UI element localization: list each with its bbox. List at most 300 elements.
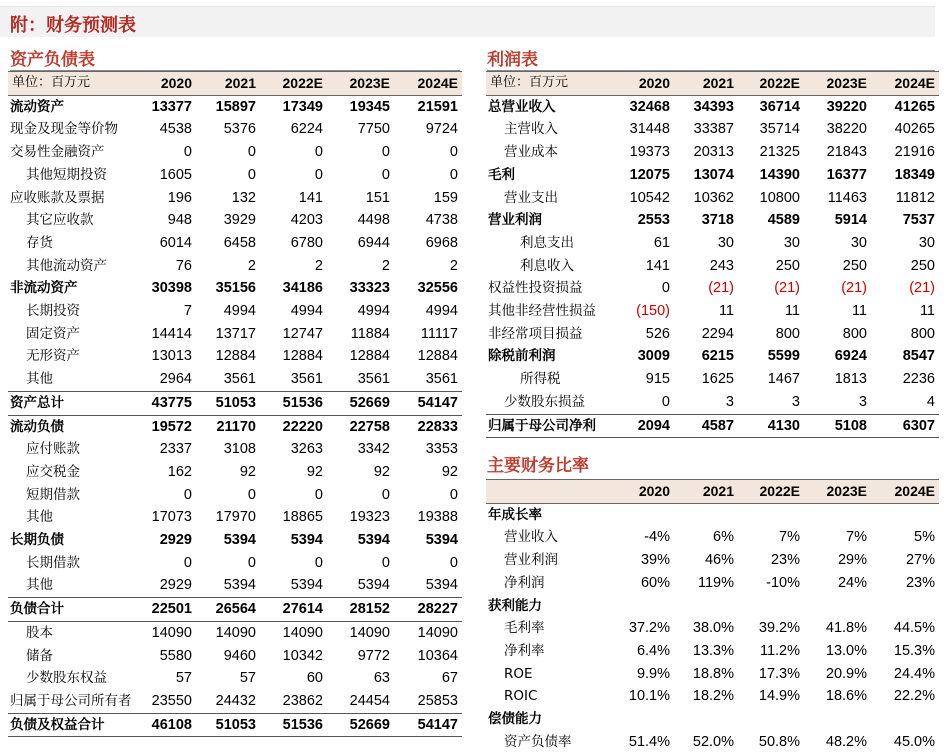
table-row [8,209,462,232]
cell-value: 28227 [394,598,462,622]
cell-value: 3009 [637,348,670,365]
cell-value: 24.4% [893,665,935,682]
table-row [8,255,462,278]
cell-value: 3342 [357,441,390,458]
year-header: 2021 [196,72,260,96]
row-label: 归属于母公司净利 [486,414,612,438]
cell-value: 1625 [701,371,734,388]
table-row [486,503,939,526]
year-header: 2024E [394,72,462,96]
cell-value: 11 [851,303,867,320]
cell-value: 13377 [151,98,192,115]
balance-sheet-table [8,71,462,737]
cell-value: 51053 [196,391,260,415]
cell-value: 54147 [394,713,462,737]
table-row [8,300,462,323]
cell-value: 35156 [215,280,256,297]
table-row [8,95,462,118]
cell-value: 18.6% [825,688,867,705]
table-row [486,323,939,346]
cell-value: 5108 [804,414,871,438]
cell-value: 30398 [151,280,192,297]
row-label: 净利润 [504,574,545,591]
cell-value: 92 [441,463,458,480]
cell-value: 5394 [327,574,394,597]
cell-value: 10362 [693,189,734,206]
cell-value: 41.8% [825,620,867,637]
cell-value: 12884 [349,348,390,365]
year-header: 2022E [738,480,804,504]
cell-value: (21) [774,280,800,297]
cell-value: 12884 [282,348,323,365]
cell-value [871,595,939,618]
cell-value: 0 [449,144,458,161]
cell-value: 39220 [826,98,867,115]
cell-value: 3718 [701,212,734,229]
cell-value: 17970 [215,509,256,526]
row-label: 年成长率 [488,506,542,523]
year-header: 2023E [327,72,394,96]
row-label: 净利率 [504,642,545,659]
table-row [8,713,462,737]
table-row [486,209,939,232]
cell-value: 30 [717,234,734,251]
cell-value: 13.3% [692,642,734,659]
cell-value: 61 [653,234,670,251]
cell-value: 5914 [834,212,867,229]
table-row [486,595,939,618]
cell-value: 18349 [894,166,935,183]
row-label: 营业利润 [488,212,542,229]
cell-value: 159 [433,189,458,206]
cell-value: 22501 [134,598,196,622]
table-row [486,526,939,549]
cell-value: 3561 [327,368,394,391]
table-row [8,391,462,415]
cell-value: 0 [314,554,323,571]
row-label: 利息收入 [520,257,574,274]
cell-value: 5394 [223,532,256,549]
cell-value: 5394 [260,574,327,597]
table-row [486,95,939,118]
row-label: 资产总计 [8,391,134,415]
cell-value: 44.5% [893,620,935,637]
cell-value: 13013 [151,348,192,365]
table-row [486,255,939,278]
cell-value: 4738 [425,212,458,229]
ratios-table [486,479,939,753]
cell-value: 23862 [260,690,327,713]
cell-value: 7% [846,529,867,546]
table-row [8,438,462,461]
cell-value: 2 [381,257,390,274]
row-label: 存货 [26,234,53,251]
cell-value [871,503,939,526]
cell-value [674,708,738,731]
cell-value: 9.9% [636,665,670,682]
row-label: 归属于母公司所有者 [8,690,134,713]
cell-value: 6% [713,529,734,546]
income-statement-title-text: 利润表 [487,50,538,70]
row-label: 储备 [26,647,53,664]
cell-value: 21591 [417,98,458,115]
cell-value: 27% [905,552,935,569]
cell-value: 9724 [425,121,458,138]
cell-value: 4587 [674,414,738,438]
cell-value: 0 [247,144,256,161]
row-label: 短期借款 [26,486,80,503]
table-row [8,484,462,507]
cell-value: 3108 [223,441,256,458]
table-row [8,574,462,597]
cell-value: 0 [612,391,674,414]
income-statement-title [487,50,935,71]
cell-value: 8547 [902,348,935,365]
table-row [486,572,939,595]
cell-value: 26564 [196,598,260,622]
cell-value: 6944 [357,234,390,251]
table-row [8,277,462,300]
year-header: 2020 [612,480,674,504]
cell-value: 3561 [394,368,462,391]
cell-value [738,708,804,731]
year-header: 2020 [612,72,674,96]
cell-value: 22758 [349,418,390,435]
cell-value: 51536 [260,391,327,415]
cell-value: 9772 [357,647,390,664]
cell-value: 11884 [350,325,390,342]
row-label: 流动资产 [10,98,64,115]
year-header: 2023E [804,72,871,96]
cell-value: 92 [306,463,323,480]
cell-value: 7537 [902,212,935,229]
year-header: 2023E [804,480,871,504]
cell-value: 39.2% [758,620,800,637]
table-row [8,345,462,368]
cell-value: 30 [918,234,935,251]
cell-value: 3929 [223,212,256,229]
cell-value: 14414 [151,325,192,342]
cell-value: 2 [314,257,323,274]
cell-value: 14090 [349,624,390,641]
row-label: 主营收入 [504,121,558,138]
cell-value: 25853 [394,690,462,713]
cell-value: 0 [381,486,390,503]
cell-value: 2553 [637,212,670,229]
cell-value: 24432 [196,690,260,713]
cell-value: 800 [775,325,800,342]
cell-value: 18865 [282,509,323,526]
cell-value: 4994 [290,303,323,320]
cell-value: 31448 [629,121,670,138]
cell-value: 10800 [759,189,800,206]
cell-value: 141 [645,257,670,274]
row-label: 所得税 [520,371,561,388]
cell-value: 17073 [151,509,192,526]
cell-value: 250 [775,257,800,274]
cell-value: 51536 [260,713,327,737]
cell-value: -10% [766,574,800,591]
cell-value: 36714 [759,98,800,115]
cell-value: 6224 [290,121,323,138]
cell-value: 141 [298,189,323,206]
row-label: 负债及权益合计 [8,713,134,737]
table-row [486,232,939,255]
income-statement-table [486,71,939,438]
cell-value: 11812 [895,189,935,206]
table-row [486,708,939,731]
cell-value [612,708,674,731]
cell-value: 12747 [282,325,323,342]
row-label: 长期负债 [10,532,64,549]
table-row [486,345,939,368]
table-row [8,323,462,346]
cell-value: 4498 [357,212,390,229]
row-label: 少数股东损益 [486,391,612,414]
cell-value: 5394 [290,532,323,549]
cell-value: 0 [381,554,390,571]
cell-value: 11 [784,303,800,320]
row-label: 利息支出 [520,234,574,251]
cell-value: 20.9% [825,665,867,682]
cell-value [804,503,871,526]
table-row [486,118,939,141]
table-row [486,731,939,753]
cell-value: 6.4% [636,642,670,659]
table-row [486,617,939,640]
cell-value: 76 [175,257,192,274]
cell-value: 38.0% [692,620,734,637]
cell-value: 11117 [420,325,458,342]
cell-value: 18.2% [692,688,734,705]
table-row [486,368,939,391]
cell-value: 0 [314,166,323,183]
row-label: ROE [504,665,533,682]
row-label: 现金及现金等价物 [10,121,118,138]
row-label: 其他流动资产 [26,257,107,274]
table-row [486,685,939,708]
cell-value: 12075 [629,166,670,183]
cell-value: 14090 [282,624,323,641]
row-label: 其它应收款 [26,212,94,229]
cell-value: 2094 [612,414,674,438]
cell-value: 0 [247,554,256,571]
cell-value: 43775 [134,391,196,415]
cell-value: 32468 [629,98,670,115]
cell-value: 24% [837,574,867,591]
cell-value [674,595,738,618]
cell-value: 21843 [826,144,867,161]
cell-value: 13074 [693,166,734,183]
cell-value: 19323 [349,509,390,526]
table-row [8,118,462,141]
cell-value: 23550 [134,690,196,713]
balance-sheet-title-text: 资产负债表 [10,50,95,70]
table-row [8,552,462,575]
unit-label: 单位：百万元 [486,72,612,96]
cell-value: 948 [167,212,192,229]
cell-value: 2337 [159,441,192,458]
table-row [8,506,462,529]
cell-value: 11.2% [759,642,800,659]
row-label: 长期投资 [26,303,80,320]
table-row [8,141,462,164]
cell-value: 34393 [693,98,734,115]
cell-value: 4994 [223,303,256,320]
cell-value: 0 [247,486,256,503]
cell-value: 0 [314,144,323,161]
cell-value: 14090 [151,624,192,641]
cell-value: 20313 [693,144,734,161]
table-row [486,549,939,572]
cell-value: 6780 [290,234,323,251]
row-label: 流动负债 [10,418,64,435]
cell-value: 11463 [827,189,867,206]
cell-value: 0 [449,554,458,571]
cell-value: 14090 [417,624,458,641]
row-label: 营业成本 [504,144,558,161]
cell-value: 46108 [134,713,196,737]
cell-value: 92 [373,463,390,480]
cell-value: 39% [640,552,670,569]
cell-value: 3561 [260,368,327,391]
table-row [8,187,462,210]
table-row [486,663,939,686]
cell-value: 21916 [894,144,935,161]
cell-value [738,595,804,618]
cell-value: 0 [183,486,192,503]
cell-value: 7 [183,303,192,320]
cell-value: 0 [247,166,256,183]
cell-value: 67 [441,670,458,687]
cell-value: 1467 [767,371,800,388]
row-label: 无形资产 [26,348,80,365]
row-label: 交易性金融资产 [10,144,105,161]
row-label: 偿债能力 [488,711,542,728]
cell-value: 6968 [425,234,458,251]
cell-value: 4589 [767,212,800,229]
cell-value: 119% [697,574,734,591]
table-row [8,667,462,690]
cell-value: 526 [645,325,670,342]
cell-value: 800 [910,325,935,342]
cell-value: 151 [365,189,390,206]
table-row [8,164,462,187]
cell-value: 250 [842,257,867,274]
cell-value: 12884 [215,348,256,365]
table-row [8,598,462,622]
row-label: 应交税金 [26,463,80,480]
table-row [486,277,939,300]
row-label: 毛利率 [504,620,545,637]
cell-value: 0 [381,166,390,183]
cell-value: 30 [850,234,867,251]
row-label: 权益性投资损益 [488,280,583,297]
cell-value: 19373 [629,144,670,161]
cell-value: 6215 [701,348,734,365]
row-label: ROIC [504,688,538,705]
cell-value [674,503,738,526]
page-title-banner [0,6,935,37]
cell-value: 4538 [159,121,192,138]
cell-value: 0 [449,166,458,183]
table-row [8,690,462,713]
cell-value: 4994 [425,303,458,320]
cell-value: 35714 [759,121,800,138]
cell-value: 52669 [327,713,394,737]
page-title: 附：财务预测表 [10,15,136,36]
row-label: 获利能力 [488,597,542,614]
cell-value: 19345 [349,98,390,115]
cell-value: 22833 [417,418,458,435]
cell-value [612,595,674,618]
row-label: 非经常项目损益 [488,325,583,342]
cell-value: 3263 [290,441,323,458]
cell-value: 33323 [349,280,390,297]
year-header: 2024E [871,480,939,504]
cell-value: 2929 [134,574,196,597]
cell-value: 5376 [223,121,256,138]
cell-value: 15.3% [893,642,935,659]
table-row [8,621,462,644]
table-row [486,414,939,438]
cell-value: 250 [910,257,935,274]
table-row [8,368,462,391]
cell-value: 46% [704,552,734,569]
cell-value: 3 [674,391,738,414]
cell-value: -4% [644,529,670,546]
row-label: 股本 [26,624,53,641]
cell-value: 2929 [159,532,192,549]
cell-value: 21170 [216,418,256,435]
cell-value: (150) [636,303,670,320]
cell-value: 132 [231,189,256,206]
cell-value: 4 [871,391,939,414]
row-label: 应付账款 [26,441,80,458]
ratios-title [487,456,935,476]
cell-value: 1605 [159,166,192,183]
cell-value: 243 [709,257,734,274]
cell-value: 10364 [417,647,458,664]
cell-value: 9460 [223,647,256,664]
cell-value: (21) [708,280,734,297]
cell-value: 14090 [215,624,256,641]
table-row [486,187,939,210]
cell-value: 28152 [327,598,394,622]
cell-value: 17349 [282,98,323,115]
cell-value: 6307 [871,414,939,438]
row-label: 固定资产 [26,325,80,342]
cell-value: 29% [837,552,867,569]
cell-value: 1813 [834,371,867,388]
year-header: 2022E [260,72,327,96]
cell-value: 800 [842,325,867,342]
balance-sheet-title [10,50,460,71]
cell-value: 5394 [425,532,458,549]
row-label: 非流动资产 [10,280,78,297]
cell-value: 7750 [357,121,390,138]
balance-sheet-header [8,72,462,96]
cell-value: 11 [718,303,734,320]
cell-value: 13717 [215,325,256,342]
cell-value: 21325 [759,144,800,161]
year-header: 2022E [738,72,804,96]
table-row [8,461,462,484]
cell-value: 5394 [357,532,390,549]
cell-value: 2964 [134,368,196,391]
cell-value: 45.0% [893,733,935,750]
table-row [8,645,462,668]
